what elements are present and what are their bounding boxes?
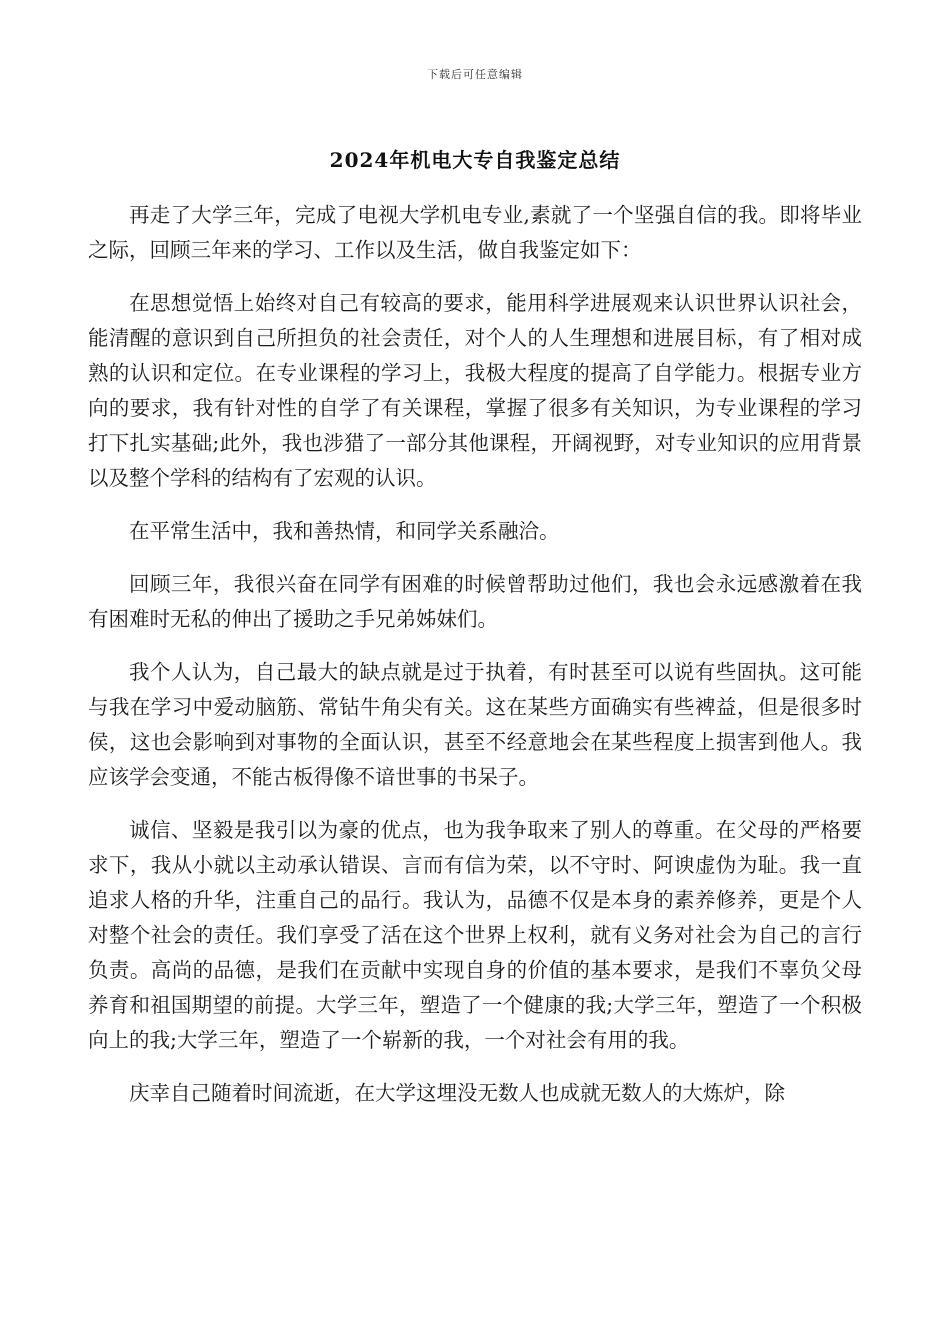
paragraph-daily-life: 在平常生活中，我和善热情，和同学关系融洽。 [129,519,560,543]
paragraph-ideology-study: 在思想觉悟上始终对自己有较高的要求，能用科学进展观来认识世界认识社会，能清醒的意识到自己所担负的社会责任，对个人的人生理想和进展目标，有了相对成熟的认识和定位。在专业课程的学习上，我极大程度的提高了自学能力。根据专业方向的要求，我有针对性的自学了有关课程，掌握了很多有关知识，为专业课程的学习打下扎实基础;此外，我也涉猎了一部分其他课程，开阔视野，对专业知识的应用背景以及整个学科的结构有了宏观的认识。 [88,291,862,490]
header-note: 下载后可任意编辑 [427,68,523,81]
paragraph-virtues: 诚信、坚毅是我引以为豪的优点，也为我争取来了别人的尊重。在父母的严格要求下，我从小就以主动承认错误、言而有信为荣，以不守时、阿谀虚伪为耻。我一直追求人格的升华，注重自己的品行。我认为，品德不仅是本身的素养修养，更是个人对整个社会的责任。我们享受了活在这个世界上权利，就有义务对社会为自己的言行负责。高尚的品德，是我们在贡献中实现自身的价值的基本要求，是我们不辜负父母养育和祖国期望的前提。大学三年，塑造了一个健康的我;大学三年，塑造了一个积极向上的我;大学三年，塑造了一个崭新的我，一个对社会有用的我。 [88,818,862,1052]
paragraph-intro: 再走了大学三年，完成了电视大学机电专业,素就了一个坚强自信的我。即将毕业之际，回顾三年来的学习、工作以及生活，做自我鉴定如下： [88,203,862,262]
paragraph-conclusion: 庆幸自己随着时间流逝，在大学这埋没无数人也成就无数人的大炼炉，除 [129,1081,785,1105]
document-title: 2024年机电大专自我鉴定总结 [329,148,621,172]
document-body [88,198,862,1129]
paragraph-shortcomings: 我个人认为，自己最大的缺点就是过于执着，有时甚至可以说有些固执。这可能与我在学习中爱动脑筋、常钻牛角尖有关。这在某些方面确实有些裨益，但是很多时侯，这也会影响到对事物的全面认识，甚至不经意地会在某些程度上损害到他人。我应该学会变通，不能古板得像不谙世事的书呆子。 [88,660,862,789]
paragraph-review: 回顾三年，我很兴奋在同学有困难的时候曾帮助过他们，我也会永远感激着在我有困难时无私的伸出了援助之手兄弟姊妹们。 [88,572,862,631]
